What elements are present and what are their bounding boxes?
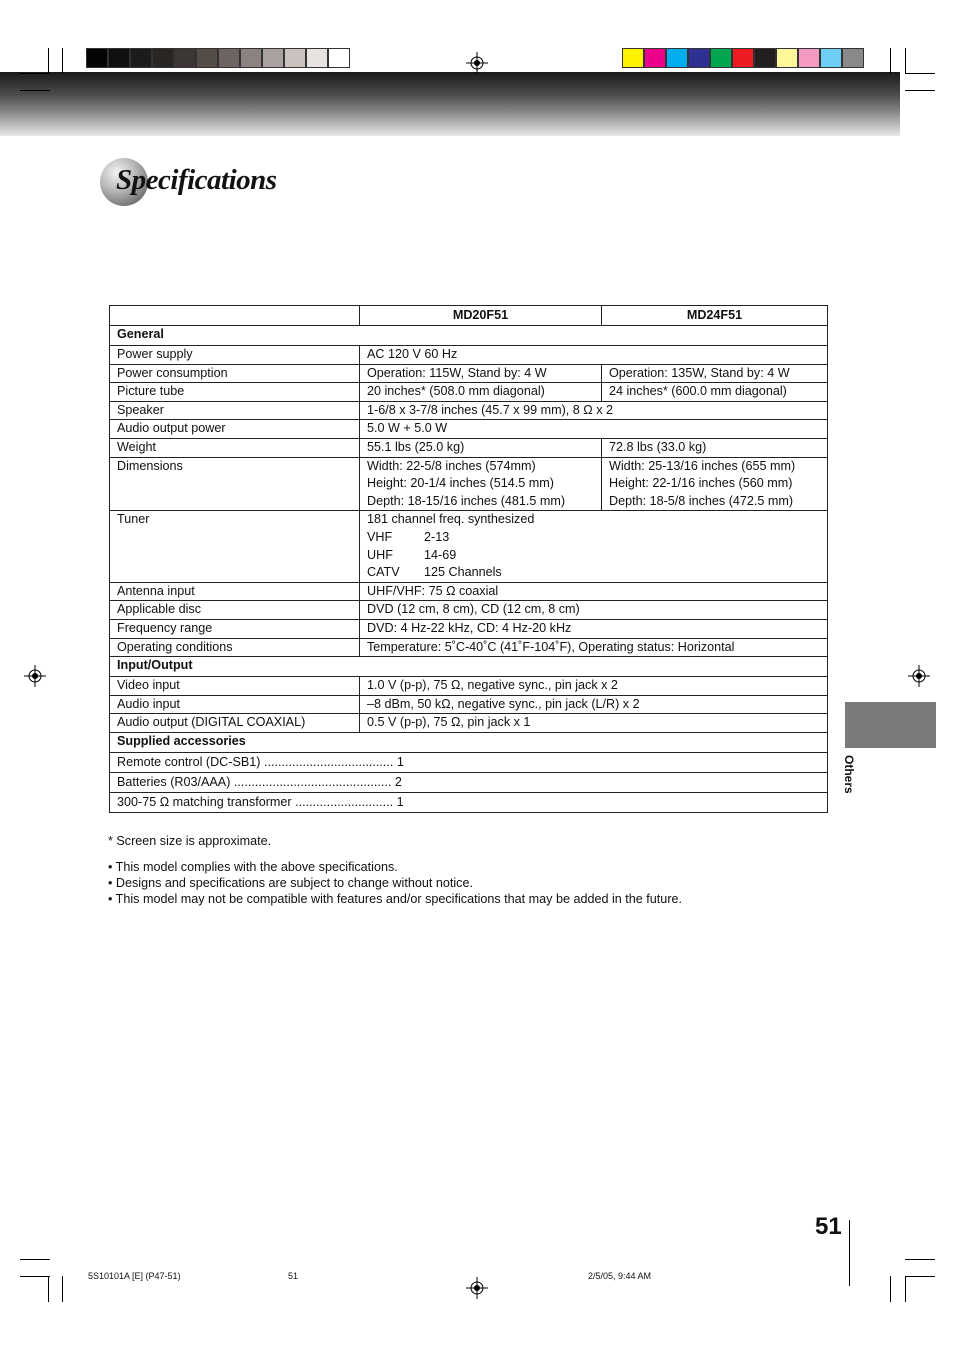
spec-value: Operation: 115W, Stand by: 4 W — [360, 364, 602, 383]
calibration-swatch — [666, 48, 688, 68]
registration-mark-icon — [466, 52, 488, 74]
footer-code: 5S10101A [E] (P47-51) — [88, 1271, 181, 1281]
spec-value: DVD: 4 Hz-22 kHz, CD: 4 Hz-20 kHz — [360, 619, 828, 638]
spec-value — [360, 457, 602, 511]
calibration-swatch — [174, 48, 196, 68]
calibration-swatch — [688, 48, 710, 68]
table-row — [110, 695, 828, 714]
spec-value — [360, 511, 828, 582]
crop-mark — [890, 1276, 891, 1302]
calibration-swatch — [622, 48, 644, 68]
note-bullet: • Designs and specifications are subject to change without notice. — [108, 876, 473, 890]
table-row — [110, 364, 828, 383]
crop-mark — [48, 48, 49, 74]
spec-label: Power supply — [110, 346, 360, 365]
table-row — [110, 619, 828, 638]
section-row-input-output — [110, 657, 828, 677]
table-row — [110, 601, 828, 620]
table-row — [110, 792, 828, 812]
tuner-summary: 181 channel freq. synthesized — [367, 512, 535, 527]
calibration-swatch — [776, 48, 798, 68]
spec-value: –8 dBm, 50 kΩ, negative sync., pin jack (L/R) x 2 — [360, 695, 828, 714]
section-tab-label: Others — [842, 755, 856, 794]
spec-label: Antenna input — [110, 582, 360, 601]
section-row-accessories — [110, 732, 828, 752]
calibration-swatch — [798, 48, 820, 68]
spec-label: Video input — [110, 677, 360, 696]
calibration-swatch — [754, 48, 776, 68]
registration-mark-icon — [24, 665, 46, 687]
crop-mark — [905, 1276, 906, 1302]
spec-label: Frequency range — [110, 619, 360, 638]
calibration-swatch — [240, 48, 262, 68]
calibration-swatch — [130, 48, 152, 68]
section-heading: Input/Output — [110, 657, 828, 677]
header-cell-md20f51: MD20F51 — [360, 306, 602, 326]
calibration-swatch — [842, 48, 864, 68]
crop-mark — [20, 1276, 50, 1277]
calibration-swatch — [732, 48, 754, 68]
crop-mark — [62, 48, 63, 74]
crop-mark — [20, 73, 50, 74]
spec-label: Audio input — [110, 695, 360, 714]
spec-value: 24 inches* (600.0 mm diagonal) — [602, 383, 828, 402]
footer-datetime: 2/5/05, 9:44 AM — [588, 1271, 652, 1281]
spec-label: Tuner — [110, 511, 360, 582]
accessory-item: 300-75 Ω matching transformer ............................ 1 — [110, 792, 828, 812]
table-row — [110, 582, 828, 601]
crop-mark — [905, 48, 906, 74]
table-row — [110, 677, 828, 696]
calibration-swatch — [644, 48, 666, 68]
table-row — [110, 714, 828, 733]
registration-mark-icon — [466, 1277, 488, 1299]
tuner-band: UHF 14-69 — [367, 547, 457, 562]
calibration-swatch — [284, 48, 306, 68]
calibration-swatch — [196, 48, 218, 68]
calibration-swatch — [262, 48, 284, 68]
accessory-item: Batteries (R03/AAA) ............................................. 2 — [110, 772, 828, 792]
spec-label: Audio output power — [110, 420, 360, 439]
calibration-swatch — [218, 48, 240, 68]
spec-label: Weight — [110, 438, 360, 457]
crop-mark — [905, 90, 935, 91]
table-row — [110, 511, 828, 582]
table-row — [110, 438, 828, 457]
spec-value: 72.8 lbs (33.0 kg) — [602, 438, 828, 457]
calibration-swatch — [328, 48, 350, 68]
spec-value: 20 inches* (508.0 mm diagonal) — [360, 383, 602, 402]
table-row — [110, 401, 828, 420]
spec-value: 0.5 V (p-p), 75 Ω, pin jack x 1 — [360, 714, 828, 733]
color-calibration-bar — [622, 48, 864, 68]
dimension-height: Height: 20-1/4 inches (514.5 mm) — [367, 476, 554, 491]
table-row — [110, 772, 828, 792]
section-tab — [845, 702, 936, 748]
header-cell-md24f51: MD24F51 — [602, 306, 828, 326]
table-row — [110, 457, 828, 511]
registration-mark-icon — [908, 665, 930, 687]
spec-label: Applicable disc — [110, 601, 360, 620]
footnote: * Screen size is approximate. — [108, 834, 272, 848]
crop-mark — [62, 1276, 63, 1302]
spec-label: Audio output (DIGITAL COAXIAL) — [110, 714, 360, 733]
spec-value: 5.0 W + 5.0 W — [360, 420, 828, 439]
gray-calibration-bar — [86, 48, 350, 68]
crop-mark — [905, 1276, 935, 1277]
dimension-height: Height: 22-1/16 inches (560 mm) — [609, 476, 793, 491]
spec-label: Picture tube — [110, 383, 360, 402]
specifications-table — [109, 305, 828, 813]
page-title: Specifications — [116, 164, 277, 196]
dimension-depth: Depth: 18-5/8 inches (472.5 mm) — [609, 493, 794, 508]
calibration-swatch — [152, 48, 174, 68]
spec-value: DVD (12 cm, 8 cm), CD (12 cm, 8 cm) — [360, 601, 828, 620]
table-row — [110, 638, 828, 657]
header-gradient-band — [0, 72, 900, 136]
calibration-swatch — [108, 48, 130, 68]
calibration-swatch — [710, 48, 732, 68]
table-row — [110, 752, 828, 772]
section-heading: General — [110, 326, 828, 346]
table-header-row — [110, 306, 828, 326]
spec-value — [602, 457, 828, 511]
crop-mark — [20, 1259, 50, 1260]
spec-value: AC 120 V 60 Hz — [360, 346, 828, 365]
spec-label: Power consumption — [110, 364, 360, 383]
crop-mark — [905, 1259, 935, 1260]
table-row — [110, 420, 828, 439]
footer-page: 51 — [288, 1271, 299, 1281]
table-row — [110, 383, 828, 402]
crop-mark — [20, 90, 50, 91]
dimension-width: Width: 22-5/8 inches (574mm) — [367, 458, 536, 473]
notes-block — [108, 833, 682, 907]
tuner-band: VHF 2-13 — [367, 529, 450, 544]
calibration-swatch — [86, 48, 108, 68]
note-bullet: • This model complies with the above specifications. — [108, 860, 398, 874]
spec-value: 1-6/8 x 3-7/8 inches (45.7 x 99 mm), 8 Ω x 2 — [360, 401, 828, 420]
header-cell-blank — [110, 306, 360, 326]
spec-label: Operating conditions — [110, 638, 360, 657]
calibration-swatch — [820, 48, 842, 68]
spec-label: Speaker — [110, 401, 360, 420]
crop-mark — [48, 1276, 49, 1302]
section-row-general — [110, 326, 828, 346]
spec-value: Operation: 135W, Stand by: 4 W — [602, 364, 828, 383]
page-number: 51 — [815, 1213, 842, 1240]
section-heading: Supplied accessories — [110, 732, 828, 752]
crop-mark — [905, 73, 935, 74]
note-bullet: • This model may not be compatible with features and/or specifications that may be added in the future. — [108, 892, 683, 906]
spec-label: Dimensions — [110, 457, 360, 511]
dimension-width: Width: 25-13/16 inches (655 mm) — [609, 458, 796, 473]
spec-value: 55.1 lbs (25.0 kg) — [360, 438, 602, 457]
calibration-swatch — [306, 48, 328, 68]
spec-value: Temperature: 5˚C-40˚C (41˚F-104˚F), Operating status: Horizontal — [360, 638, 828, 657]
spec-value: 1.0 V (p-p), 75 Ω, negative sync., pin jack x 2 — [360, 677, 828, 696]
page-number-rule — [849, 1220, 850, 1286]
crop-mark — [890, 48, 891, 74]
tuner-band: CATV 125 Channels — [367, 565, 502, 580]
dimension-depth: Depth: 18-15/16 inches (481.5 mm) — [367, 493, 566, 508]
accessory-item: Remote control (DC-SB1) ..................................... 1 — [110, 752, 828, 772]
spec-value: UHF/VHF: 75 Ω coaxial — [360, 582, 828, 601]
table-row — [110, 346, 828, 365]
